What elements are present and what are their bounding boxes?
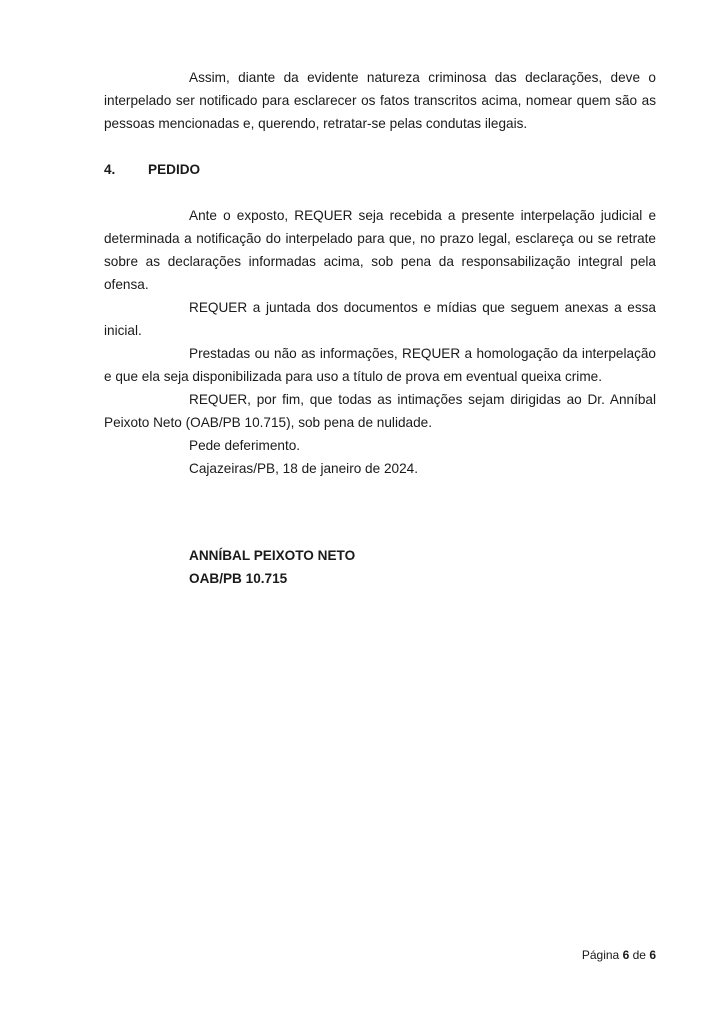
page-total: 6	[649, 948, 656, 962]
signature-name: ANNÍBAL PEIXOTO NETO	[189, 548, 356, 563]
paragraph-request-attachments: REQUER a juntada dos documentos e mídias que seguem anexas a essa inicial.	[104, 300, 656, 338]
paragraph-request-homologation: Prestadas ou não as informações, REQUER a homologação da interpelação e que ela seja disponibilizada para uso a título de prova em eventual queixa crime.	[104, 346, 656, 384]
page-label: Página	[581, 948, 620, 962]
paragraph-request-intimations: REQUER, por fim, que todas as intimações sejam dirigidas ao Dr. Anníbal Peixoto Neto (OAB/PB 10.715), sob pena de nulidade.	[104, 392, 656, 430]
paragraph-request-receipt: Ante o exposto, REQUER seja recebida a presente interpelação judicial e determinada a notificação do interpelado para que, no prazo legal, esclareça ou se retrate sobre as declarações informadas acima, sob pena da responsabilização integral pela ofensa.	[104, 208, 656, 292]
place-date-line: Cajazeiras/PB, 18 de janeiro de 2024.	[189, 461, 418, 476]
closing-line: Pede deferimento.	[189, 438, 301, 453]
intro-paragraph: Assim, diante da evidente natureza criminosa das declarações, deve o interpelado ser notificado para esclarecer os fatos transcritos acima, nomear quem são as pessoas mencionadas e, querendo, retratar-se pelas condutas ilegais.	[104, 70, 656, 131]
request-block	[104, 204, 656, 480]
section-title: PEDIDO	[148, 162, 201, 177]
page-number-footer	[582, 947, 656, 963]
section-heading	[104, 158, 200, 181]
signature-registration: OAB/PB 10.715	[189, 571, 288, 586]
page-current: 6	[622, 948, 630, 962]
page-separator: de	[632, 948, 646, 962]
intro-block	[104, 66, 656, 135]
signature-block	[189, 544, 355, 590]
section-number: 4.	[104, 162, 116, 177]
